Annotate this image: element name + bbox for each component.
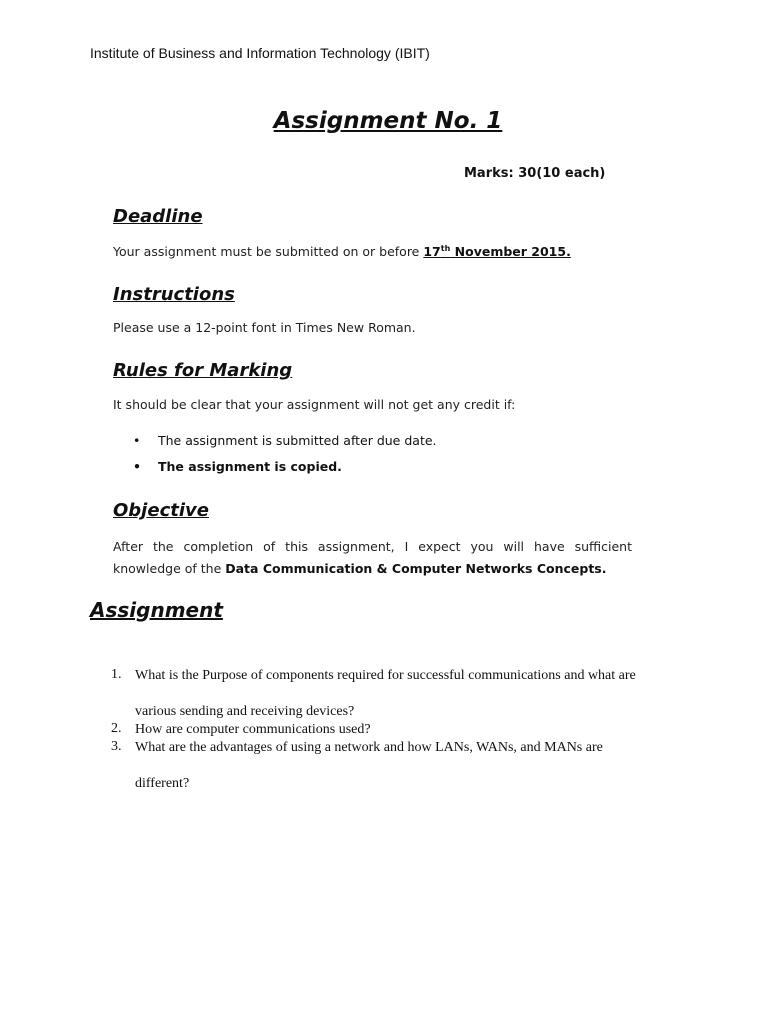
objective-text-prefix: After the completion of this assignment, I expect you will have sufficient knowledge of the	[113, 539, 632, 576]
deadline-heading: Deadline	[113, 206, 203, 227]
question-number: 1.	[111, 667, 122, 682]
deadline-date-day: 17	[423, 244, 441, 260]
instructions-text: Please use a 12-point font in Times New Roman.	[113, 320, 416, 335]
question-number: 2.	[111, 721, 122, 736]
question-number: 3.	[111, 739, 122, 754]
deadline-date	[423, 244, 570, 259]
list-item	[133, 459, 437, 485]
question-text: What is the Purpose of components required for successful communications and what are	[135, 668, 636, 683]
question-text: How are computer communications used?	[135, 722, 371, 737]
question-list	[111, 667, 677, 793]
bullet-icon: •	[133, 459, 141, 474]
question-text-continued: different?	[135, 776, 190, 791]
deadline-text	[113, 244, 571, 259]
rules-bullet-list	[133, 433, 437, 485]
rules-intro: It should be clear that your assignment will not get any credit if:	[113, 397, 516, 412]
question-text-continued: various sending and receiving devices?	[135, 704, 355, 719]
objective-heading: Objective	[113, 500, 209, 521]
list-item	[133, 433, 437, 459]
objective-bold-text: Data Communication & Computer Networks Concepts.	[225, 561, 607, 576]
question-item	[111, 721, 677, 739]
question-text: What are the advantages of using a network and how LANs, WANs, and MANs are	[135, 740, 603, 755]
institute-header: Institute of Business and Information Technology (IBIT)	[90, 45, 430, 61]
question-item	[111, 739, 677, 793]
marks-label: Marks: 30(10 each)	[464, 166, 606, 181]
objective-text	[113, 536, 632, 580]
deadline-date-suffix: th	[440, 244, 451, 253]
rule-text: The assignment is copied.	[158, 459, 342, 474]
assignment-title: Assignment No. 1	[273, 108, 503, 134]
rules-heading: Rules for Marking	[113, 360, 293, 381]
assignment-heading: Assignment	[90, 598, 223, 622]
bullet-icon: •	[133, 433, 141, 448]
question-item	[111, 667, 677, 721]
instructions-heading: Instructions	[113, 284, 235, 305]
deadline-text-prefix: Your assignment must be submitted on or before	[113, 244, 424, 260]
deadline-date-rest: November 2015.	[450, 244, 571, 260]
rule-text: The assignment is submitted after due date.	[158, 433, 437, 448]
